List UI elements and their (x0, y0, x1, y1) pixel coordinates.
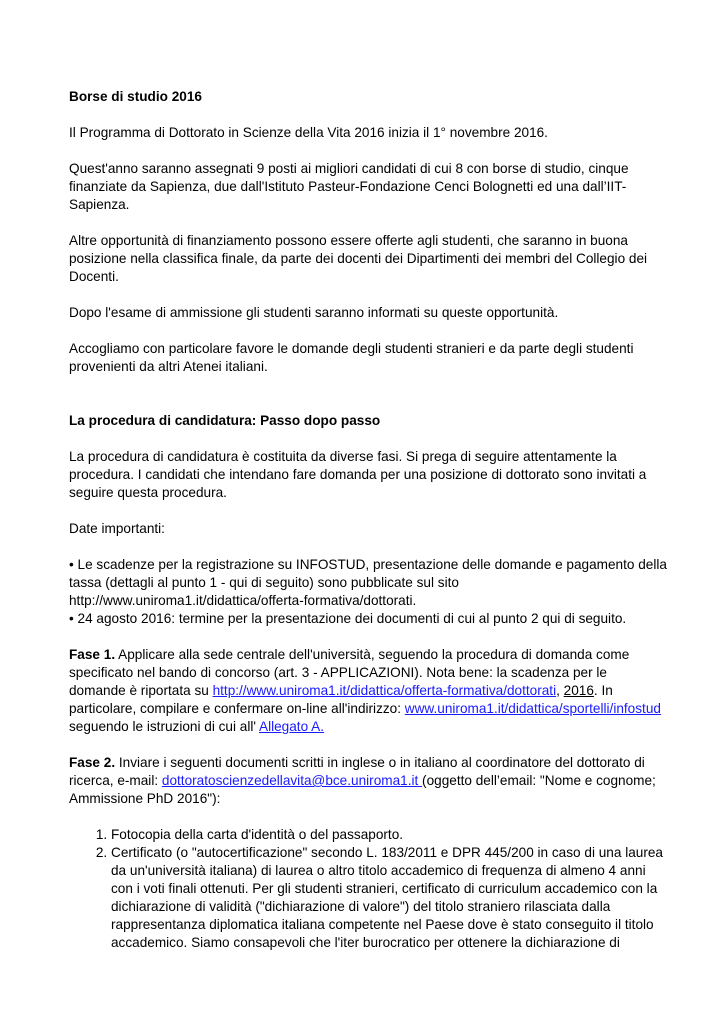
fase2-label: Fase 2. (69, 755, 116, 770)
list-item: 1. Fotocopia della carta d'identità o del passaporto. (111, 826, 667, 844)
fase1-text-c: . In particolare, compilare e confermare on-line all'indirizzo: (69, 683, 613, 716)
procedure-heading: La procedura di candidatura: Passo dopo passo (69, 413, 381, 428)
posts-paragraph: Quest'anno saranno assegnati 9 posti ai migliori candidati di cui 8 con borse di studio, cinque finanziate da Sapienza, due dall'Istituto Pasteur-Fondazione Cenci Bolognetti ed una dall’IIT-Sapienza. (69, 161, 629, 212)
funding-paragraph: Altre opportunità di finanziamento possono essere offerte agli studenti, che saranno in buona posizione nella classifica finale, da parte dei docenti dei Dipartimenti dei membri del Collegio dei Docenti. (69, 233, 648, 284)
list-item: 2. Certificato (o "autocertificazione" secondo L. 183/2011 e DPR 445/200 in caso di una laurea da un'università italiana) di laurea o altro titolo accademico di frequenza di almeno 4 anni con i voti finali ottenuti. Per gli studenti stranieri, certificato di curriculum accademico con la dichiarazione di validità ("dichiarazione di valore") del titolo straniero rilasciata dalla rappresentanza diplomatica italiana competente nel Paese dove è stato conseguito il titolo accademico. Siamo consapevoli che l'iter burocratico per ottenere la dichiarazione di (111, 844, 667, 952)
fase1-text-d: seguendo le istruzioni di cui all' (69, 719, 260, 734)
fase1-label: Fase 1. (69, 647, 116, 662)
fase1-text-a: Applicare alla sede centrale dell'università, seguendo la procedura di domanda come specificato nel bando di concorso (art. 3 - APPLICAZIONI). Nota bene: la scadenza per le domande è riportata su (69, 647, 630, 698)
fase2-text-b: (oggetto dell’email: "Nome e cognome; Ammissione PhD 2016"): (69, 773, 656, 806)
coordinator-email-link[interactable]: dottoratoscienzedellavita@bce.uniroma1.it (161, 773, 423, 788)
documents-list (83, 826, 667, 952)
allegato-a-link[interactable]: Allegato A. (259, 719, 325, 734)
deadline-bullet-1: • Le scadenze per la registrazione su INFOSTUD, presentazione delle domande e pagamento della tassa (dettagli al punto 1 - qui di seguito) sono pubblicate sul sito http://www.uniroma1.it/didattica/offerta-formativa/dottorati. (69, 557, 667, 608)
intro-paragraph: Il Programma di Dottorato in Scienze della Vita 2016 inizia il 1° novembre 2016. (69, 125, 548, 140)
fase2-paragraph (69, 754, 667, 808)
welcome-paragraph: Accogliamo con particolare favore le domande degli studenti stranieri e da parte degli studenti provenienti da altri Atenei italiani. (69, 341, 634, 374)
fase1-year: 2016 (563, 683, 594, 698)
page-title: Borse di studio 2016 (69, 89, 202, 104)
deadline-bullet-2: • 24 agosto 2016: termine per la presentazione dei documenti di cui al punto 2 qui di seguito. (69, 611, 627, 626)
fase1-text-b: , (556, 683, 564, 698)
after-exam-paragraph: Dopo l'esame di ammissione gli studenti saranno informati su queste opportunità. (69, 305, 559, 320)
dottorati-link[interactable]: http://www.uniroma1.it/didattica/offerta-formativa/dottorati (212, 683, 557, 698)
fase1-paragraph (69, 646, 667, 736)
infostud-link[interactable]: www.uniroma1.it/didattica/sportelli/infostud (404, 701, 661, 716)
dates-label: Date importanti: (69, 521, 165, 536)
procedure-intro-paragraph: La procedura di candidatura è costituita da diverse fasi. Si prega di seguire attentamente la procedura. I candidati che intendano fare domanda per una posizione di dottorato sono invitati a seguire questa procedura. (69, 449, 647, 500)
fase2-text-a: Inviare i seguenti documenti scritti in inglese o in italiano al coordinatore del dottorato di ricerca, e-mail: (69, 755, 645, 788)
